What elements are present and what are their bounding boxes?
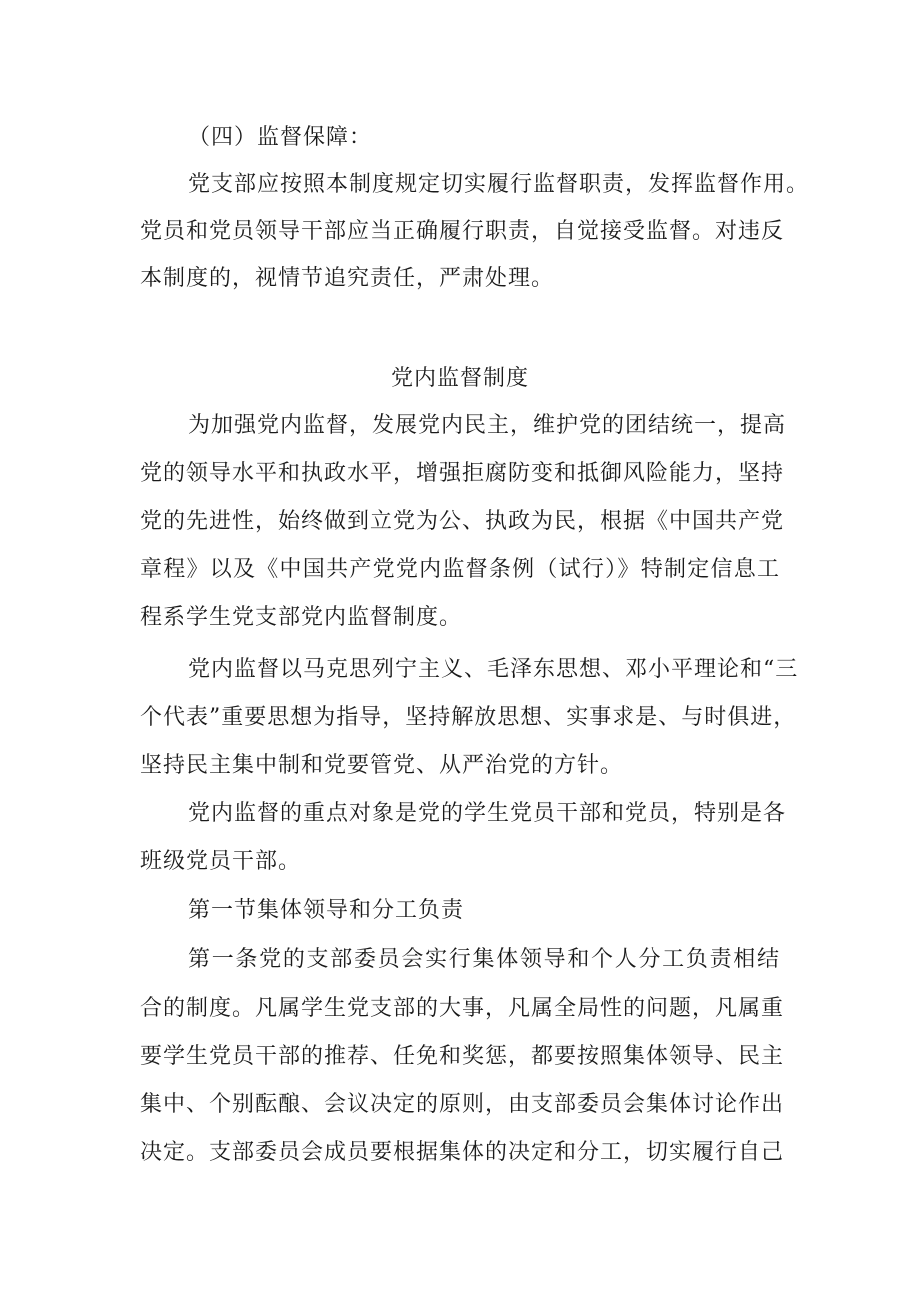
supervision-line-3: 本制度的，视情节追究责任，严肃处理。 [140,266,555,291]
article-one-line-5: 决定。支部委员会成员要根据集体的决定和分工，切实履行自己 [140,1140,785,1165]
supervision-line-2: 党员和党员领导干部应当正确履行职责，自觉接受监督。对违反 [140,219,785,244]
article-one-line-1: 第一条党的支部委员会实行集体领导和个人分工负责相结 [188,947,780,972]
intro-line-5: 程系学生党支部党内监督制度。 [140,605,463,630]
intro-line-2: 党的领导水平和执政水平，增强拒腐防变和抵御风险能力，坚持 [140,461,785,486]
document-title: 党内监督制度 [390,366,529,391]
supervision-line-1: 党支部应按照本制度规定切实履行监督职责，发挥监督作用。 [188,172,810,197]
section-heading: （四）监督保障： [188,125,373,150]
guideline-line-3: 坚持民主集中制和党要管党、从严治党的方针。 [140,753,624,778]
intro-line-1: 为加强党内监督，发展党内民主，维护党的团结统一，提高 [188,413,787,438]
article-one-line-4: 集中、个别酝酿、会议决定的原则，由支部委员会集体讨论作出 [140,1092,785,1117]
section-one-heading: 第一节集体领导和分工负责 [188,898,465,923]
article-one-line-3: 要学生党员干部的推荐、任免和奖惩，都要按照集体领导、民主 [140,1044,785,1069]
guideline-line-1: 党内监督以马克思列宁主义、毛泽东思想、邓小平理论和“三 [188,657,799,682]
focus-line-1: 党内监督的重点对象是党的学生党员干部和党员，特别是各 [188,801,787,826]
intro-line-4: 章程》以及《中国共产党党内监督条例（试行）》特制定信息工 [140,557,780,582]
article-one-line-2: 合的制度。凡属学生党支部的大事，凡属全局性的问题，凡属重 [140,996,785,1021]
guideline-line-2: 个代表”重要思想为指导，坚持解放思想、实事求是、与时俱进， [140,705,797,730]
intro-line-3: 党的先进性，始终做到立党为公、执政为民，根据《中国共产党 [140,509,785,534]
focus-line-2: 班级党员干部。 [140,849,302,874]
